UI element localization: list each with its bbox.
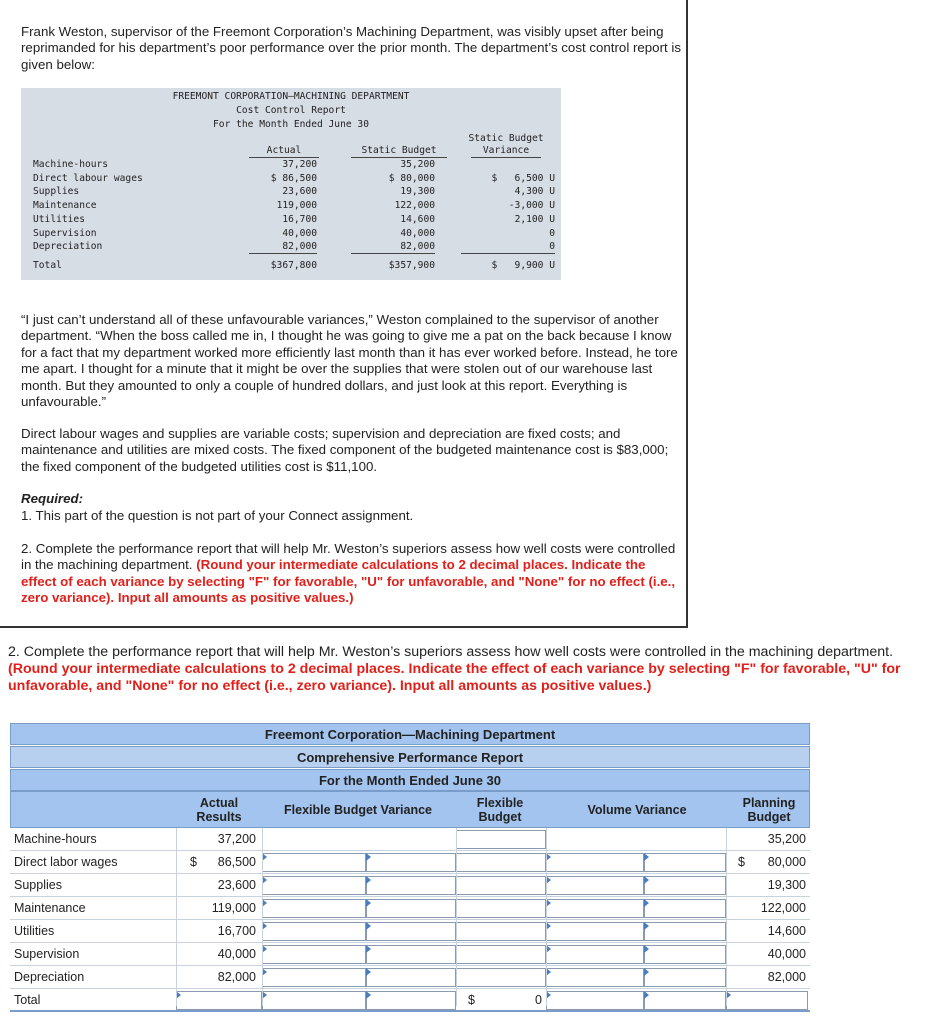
volume-variance-amount-input[interactable]	[546, 876, 644, 895]
planning-budget-value: 14,600	[767, 924, 806, 938]
flex-variance-effect-select[interactable]	[366, 922, 456, 941]
row-label: Total	[14, 993, 41, 1007]
volume-variance-effect-select[interactable]	[644, 876, 726, 895]
total-row	[10, 989, 810, 1012]
flexible-budget-input[interactable]	[456, 830, 546, 849]
table-period	[10, 769, 810, 791]
dollar-sign: $	[738, 855, 745, 869]
row-label: Maintenance	[14, 901, 86, 915]
row-label: Direct labor wages	[14, 855, 118, 869]
actual-results-value: 37,200	[217, 832, 256, 846]
report-row-variance: 0	[549, 227, 555, 239]
quote-text: “I just can’t understand all of these unfavourable variances,” Weston complained to the supervisor of another department. “When the boss called me in, I thought he was going to give me a pat on the back because I know for a fact that my department worked more efficiently last month than it has ever worked before. Instead, he tore me apart. I thought for a minute that it might be over the supplies that were stolen out of our warehouse last month. But they amounted to only a couple of hundred dollars, and just look at this report. Everything is unfavourable.”	[21, 312, 678, 410]
column-divider	[456, 828, 457, 1006]
table-row	[10, 920, 810, 943]
col-flexible-budget-variance: Flexible Budget Variance	[284, 802, 432, 817]
volume-variance-amount-input[interactable]	[546, 968, 644, 987]
report-total-static: $357,900	[388, 259, 435, 271]
report-row-variance: 2,100 U	[514, 213, 555, 225]
report-row-static: 40,000	[400, 227, 435, 239]
flex-variance-effect-select[interactable]	[366, 853, 456, 872]
table-row	[10, 897, 810, 920]
flex-variance-effect-select[interactable]	[366, 968, 456, 987]
report-total-actual: $367,800	[270, 259, 317, 271]
part2-instructions: (Round your intermediate calculations to 2 decimal places. Indicate the effect of each variance by selecting "F" for favorable, "U" for unfavorable, and "None" for no effect (i.e., zero variance). Input all amounts as positive values.)	[8, 661, 901, 695]
report-row-label: Direct labour wages	[33, 172, 143, 184]
report-row-label: Supplies	[33, 186, 80, 198]
flex-variance-effect-select[interactable]	[366, 945, 456, 964]
report-row-actual: 119,000	[276, 200, 317, 212]
table-row	[10, 851, 810, 874]
report-row-static: 122,000	[394, 200, 435, 212]
flex-variance-amount-input[interactable]	[262, 899, 366, 918]
volume-variance-amount-input[interactable]	[546, 853, 644, 872]
volume-variance-effect-select[interactable]	[644, 922, 726, 941]
actual-results-value: 16,700	[217, 924, 256, 938]
report-row-label: Supervision	[33, 227, 97, 239]
flexible-budget-input[interactable]	[456, 876, 546, 895]
required-2-instructions: (Round your intermediate calculations to 2 decimal places. Indicate the effect of each variance by selecting "F" for favorable, "U" for unfavorable, and "None" for no effect (i.e., zero variance). Input all amounts as positive values.)	[21, 557, 676, 606]
column-header-row	[10, 791, 810, 828]
report-row-static: 82,000	[351, 241, 435, 254]
planning-budget-value: 80,000	[767, 855, 806, 869]
required-1-text: 1. This part of the question is not part of your Connect assignment.	[21, 508, 414, 523]
table-row	[10, 966, 810, 989]
planning-budget-value: 40,000	[767, 947, 806, 961]
report-row-static: 14,600	[400, 213, 435, 225]
report-subtitle: Cost Control Report	[236, 105, 346, 116]
report-row-label: Machine-hours	[33, 159, 109, 170]
volume-variance-effect-select[interactable]	[644, 899, 726, 918]
volume-variance-effect-select[interactable]	[644, 968, 726, 987]
volume-variance-amount-input[interactable]	[546, 922, 644, 941]
col-planning-budget: Planning Budget	[742, 795, 796, 824]
cost-control-report	[21, 88, 561, 280]
part2-body: 2. Complete the performance report that will help Mr. Weston’s superiors assess how well costs were controlled in the machining department.	[8, 644, 894, 660]
report-row-label: Utilities	[33, 213, 85, 225]
total-volume-variance-input[interactable]	[546, 991, 644, 1010]
col-flexible-budget: Flexible Budget	[476, 795, 524, 824]
col-actual-results: Actual Results	[196, 795, 242, 824]
dollar-sign: $	[468, 993, 475, 1007]
row-label: Utilities	[14, 924, 55, 938]
report-row-actual: $ 86,500	[270, 172, 317, 184]
required-label: Required:	[21, 491, 84, 506]
report-row-static: 19,300	[400, 186, 435, 198]
flexible-budget-input[interactable]	[456, 968, 546, 987]
flex-variance-amount-input[interactable]	[262, 922, 366, 941]
flex-variance-effect-select[interactable]	[366, 876, 456, 895]
report-row-actual: 40,000	[282, 227, 317, 239]
report-row-static: $ 80,000	[388, 172, 435, 184]
dollar-sign: $	[190, 855, 197, 869]
report-total-variance: $ 9,900 U	[491, 259, 555, 271]
report-col-var2: Variance	[471, 145, 541, 158]
table-title: Freemont Corporation—Machining Department	[10, 723, 810, 745]
report-title: FREEMONT CORPORATION—MACHINING DEPARTMENT	[172, 91, 410, 102]
volume-variance-amount-input[interactable]	[546, 945, 644, 964]
row-label: Supplies	[14, 878, 62, 892]
report-row-actual: 37,200	[282, 159, 317, 170]
intro-text: Frank Weston, supervisor of the Freemont Corporation’s Machining Department, was visibly upset after being reprimanded for his department’s poor performance over the prior month. The department’s cost control report is given below:	[21, 24, 682, 72]
actual-results-value: 40,000	[217, 947, 256, 961]
table-row	[10, 943, 810, 966]
flex-variance-amount-input[interactable]	[262, 876, 366, 895]
actual-results-value: 119,000	[211, 901, 256, 915]
flex-variance-effect-select[interactable]	[366, 899, 456, 918]
row-label: Depreciation	[14, 970, 85, 984]
report-row-variance: $ 6,500 U	[491, 172, 555, 184]
report-row-static: 35,200	[400, 159, 435, 170]
report-row-variance: -3,000 U	[508, 200, 555, 212]
column-divider	[176, 828, 177, 1006]
required-2-body: 2. Complete the performance report that will help Mr. Weston’s superiors assess how well costs were controlled in the machining department.	[21, 541, 676, 573]
table-row	[10, 828, 810, 851]
total-volume-variance-effect-select[interactable]	[644, 991, 726, 1010]
total-actual-input[interactable]	[176, 991, 262, 1010]
table-period-text: For the Month Ended June 30	[318, 773, 501, 788]
table-subtitle: Comprehensive Performance Report	[10, 746, 810, 768]
column-divider	[726, 828, 727, 1006]
report-total-label: Total	[33, 259, 62, 271]
actual-results-value: 86,500	[217, 855, 256, 869]
total-flexible-budget-value: 0	[535, 993, 542, 1007]
flex-variance-amount-input[interactable]	[262, 853, 366, 872]
actual-results-value: 82,000	[217, 970, 256, 984]
planning-budget-value: 122,000	[760, 901, 806, 915]
planning-budget-value: 19,300	[767, 878, 806, 892]
report-row-label: Maintenance	[33, 200, 97, 212]
flex-variance-amount-input[interactable]	[262, 945, 366, 964]
report-row-label: Depreciation	[33, 241, 103, 253]
planning-budget-value: 82,000	[767, 970, 806, 984]
report-row-actual: 23,600	[282, 186, 317, 198]
flex-variance-amount-input[interactable]	[262, 968, 366, 987]
report-row-actual: 82,000	[249, 241, 317, 254]
report-row-variance: 4,300 U	[514, 186, 555, 198]
report-col-actual: Actual	[249, 145, 319, 158]
volume-variance-effect-select[interactable]	[644, 853, 726, 872]
flexible-budget-input[interactable]	[456, 853, 546, 872]
total-planning-input[interactable]	[726, 991, 808, 1010]
report-row-variance: 0	[461, 241, 555, 254]
report-col-var1: Static Budget	[468, 133, 544, 144]
table-row	[10, 874, 810, 897]
volume-variance-amount-input[interactable]	[546, 899, 644, 918]
required-2-text	[21, 541, 681, 607]
total-flex-variance-input[interactable]	[262, 991, 366, 1010]
report-row-actual: 16,700	[282, 213, 317, 225]
actual-results-value: 23,600	[217, 878, 256, 892]
col-volume-variance: Volume Variance	[587, 802, 687, 817]
flexible-budget-input[interactable]	[456, 922, 546, 941]
flexible-budget-input[interactable]	[456, 945, 546, 964]
total-flex-variance-effect-select[interactable]	[366, 991, 456, 1010]
row-label: Supervision	[14, 947, 80, 961]
cost-note-text: Direct labour wages and supplies are variable costs; supervision and depreciation are fixed costs; and maintenance and utilities are mixed costs. The fixed component of the budgeted maintenance cost is $83,000; the fixed component of the budgeted utilities cost is $11,100.	[21, 426, 669, 474]
part2-question	[8, 644, 926, 696]
report-period: For the Month Ended June 30	[213, 119, 369, 130]
row-label: Machine-hours	[14, 832, 97, 846]
volume-variance-effect-select[interactable]	[644, 945, 726, 964]
column-divider	[262, 828, 263, 1006]
report-col-static: Static Budget	[351, 145, 447, 158]
flexible-budget-input[interactable]	[456, 899, 546, 918]
planning-budget-value: 35,200	[767, 832, 806, 846]
column-divider	[546, 828, 547, 1006]
